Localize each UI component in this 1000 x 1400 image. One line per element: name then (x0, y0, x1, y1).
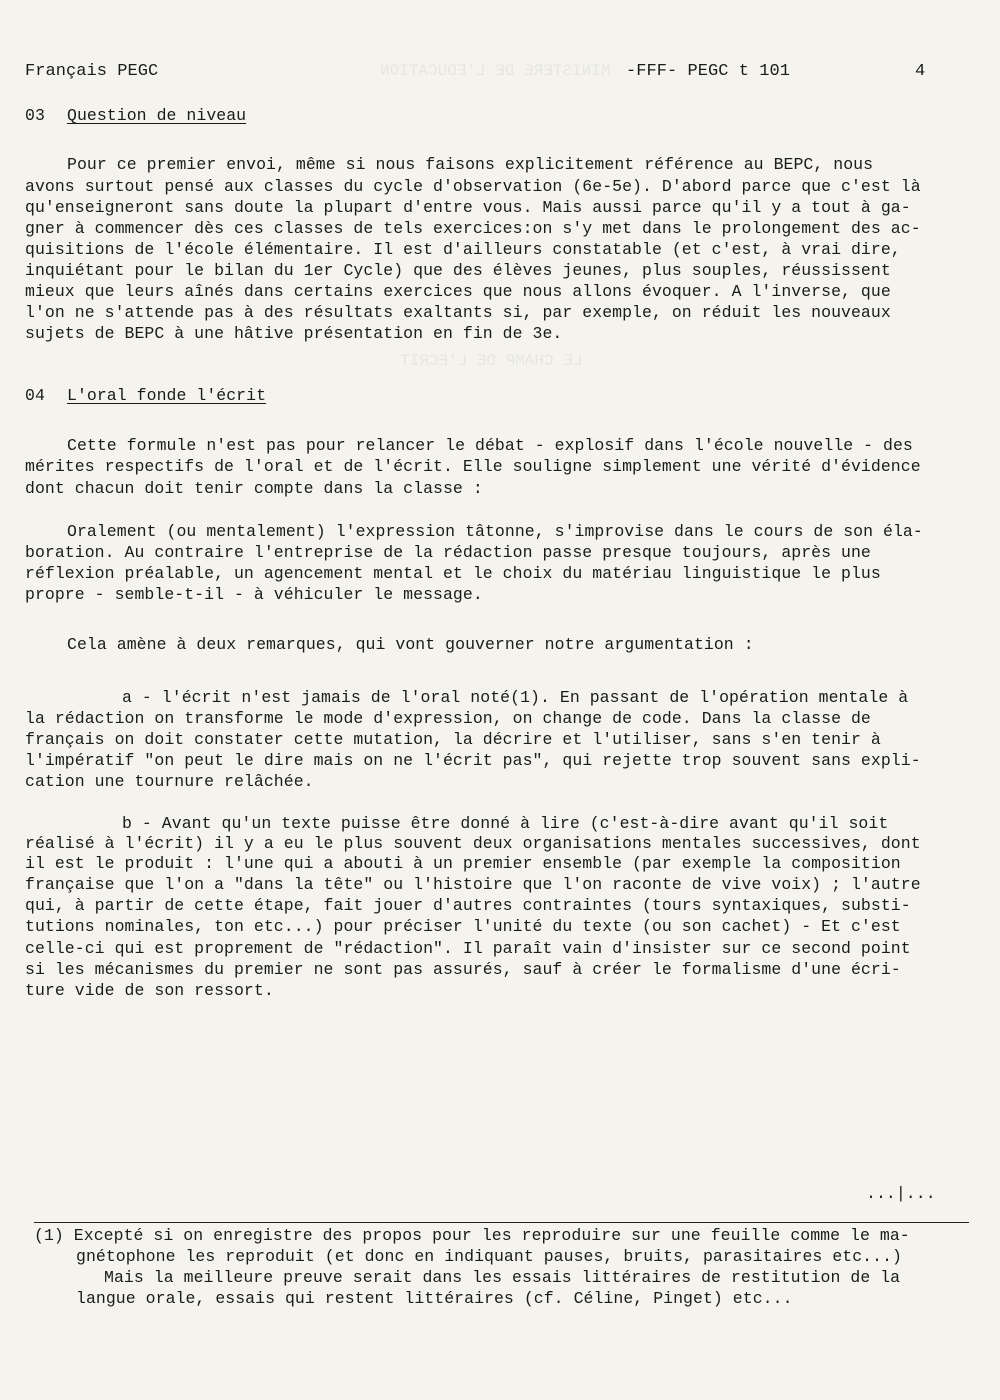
paragraph-line: mérites respectifs de l'oral et de l'écrit. Elle souligne simplement une vérité d'évidence (25, 457, 921, 476)
page-number: 4 (915, 62, 926, 81)
paragraph-line: dont chacun doit tenir compte dans la classe : (25, 479, 483, 498)
continuation-marker: ...|... (866, 1184, 936, 1203)
paragraph-line: gner à commencer dès ces classes de tels exercices:on s'y met dans le prolongement des ac- (25, 219, 921, 238)
list-item-line: a - l'écrit n'est jamais de l'oral noté(1). En passant de l'opération mentale à (122, 688, 909, 707)
section-title: L'oral fonde l'écrit (67, 386, 267, 405)
paragraph-line: inquiétant pour le bilan du 1er Cycle) que des élèves jeunes, plus souples, réussissent (25, 261, 891, 280)
paragraph-line: Pour ce premier envoi, même si nous faisons explicitement référence au BEPC, nous (67, 155, 874, 174)
list-item-line: tutions nominales, ton etc...) pour préciser l'unité du texte (ou son cachet) - Et c'est (25, 917, 901, 936)
list-item-line: b - Avant qu'un texte puisse être donné à lire (c'est-à-dire avant qu'il soit (122, 814, 889, 833)
paragraph-line: propre - semble-t-il - à véhiculer le message. (25, 585, 483, 604)
show-through-artifact: MINISTERE DE L'EDUCATION (380, 62, 611, 80)
list-item-line: française que l'on a "dans la tête" ou l'histoire que l'on raconte de vive voix) ; l'autre (25, 875, 921, 894)
list-item-line: il est le produit : l'une qui a abouti à un premier ensemble (par exemple la composition (25, 854, 901, 873)
list-item-line: si les mécanismes du premier ne sont pas assurés, sauf à créer le formalisme d'une écri- (25, 960, 901, 979)
section-title: Question de niveau (67, 106, 247, 125)
header-left: Français PEGC (25, 62, 159, 81)
list-item-line: français on doit constater cette mutation, la décrire et l'utiliser, sans s'en tenir à (25, 730, 881, 749)
paragraph-line: avons surtout pensé aux classes du cycle d'observation (6e-5e). D'abord parce que c'est là (25, 177, 921, 196)
paragraph-line: qu'enseigneront sans doute la plupart d'entre vous. Mais aussi parce qu'il y a tout à ga- (25, 198, 911, 217)
list-item-line: celle-ci qui est proprement de "rédaction". Il paraît vain d'insister sur ce second point (25, 939, 911, 958)
footnote-line: gnétophone les reproduit (et donc en indiquant pauses, bruits, parasitaires etc...) (76, 1247, 902, 1266)
paragraph-line: quisitions de l'école élémentaire. Il est d'ailleurs constatable (et c'est, à vrai dire, (25, 240, 901, 259)
paragraph-line: mieux que leurs aînés dans certains exercices que nous allons évoquer. A l'inverse, que (25, 282, 891, 301)
list-item-line: la rédaction on transforme le mode d'expression, on change de code. Dans la classe de (25, 709, 871, 728)
list-item-line: réalisé à l'écrit) il y a eu le plus souvent deux organisations mentales successives, dont (25, 834, 921, 853)
paragraph-line: sujets de BEPC à une hâtive présentation en fin de 3e. (25, 324, 563, 343)
footnote-rule (34, 1222, 969, 1223)
header-reference: -FFF- PEGC t 101 (626, 62, 791, 81)
paragraph-line: l'on ne s'attende pas à des résultats exaltants si, par exemple, on réduit les nouveaux (25, 303, 891, 322)
section-number: 03 (25, 106, 45, 125)
footnote-line: Mais la meilleure preuve serait dans les essais littéraires de restitution de la (104, 1268, 901, 1287)
paragraph-line: Cette formule n'est pas pour relancer le débat - explosif dans l'école nouvelle - des (67, 436, 913, 455)
paragraph-line: Oralement (ou mentalement) l'expression tâtonne, s'improvise dans le cours de son éla- (67, 522, 923, 541)
footnote-line: (1) Excepté si on enregistre des propos pour les reproduire sur une feuille comme le ma- (34, 1226, 910, 1245)
section-number: 04 (25, 386, 45, 405)
show-through-artifact: LE CHAMP DE L'ECRIT (400, 352, 583, 370)
list-item-line: ture vide de son ressort. (25, 981, 274, 1000)
list-item-line: qui, à partir de cette étape, fait jouer d'autres contraintes (tours syntaxiques, substi- (25, 896, 911, 915)
paragraph-line: réflexion préalable, un agencement mental et le choix du matériau linguistique le plus (25, 564, 881, 583)
paragraph-line: Cela amène à deux remarques, qui vont gouverner notre argumentation : (67, 635, 754, 654)
list-item-line: l'impératif "on peut le dire mais on ne l'écrit pas", qui rejette trop souvent sans expli- (25, 751, 921, 770)
footnote-line: langue orale, essais qui restent littéraires (cf. Céline, Pinget) etc... (76, 1289, 793, 1308)
paragraph-line: boration. Au contraire l'entreprise de la rédaction passe presque toujours, après une (25, 543, 871, 562)
list-item-line: cation une tournure relâchée. (25, 772, 314, 791)
